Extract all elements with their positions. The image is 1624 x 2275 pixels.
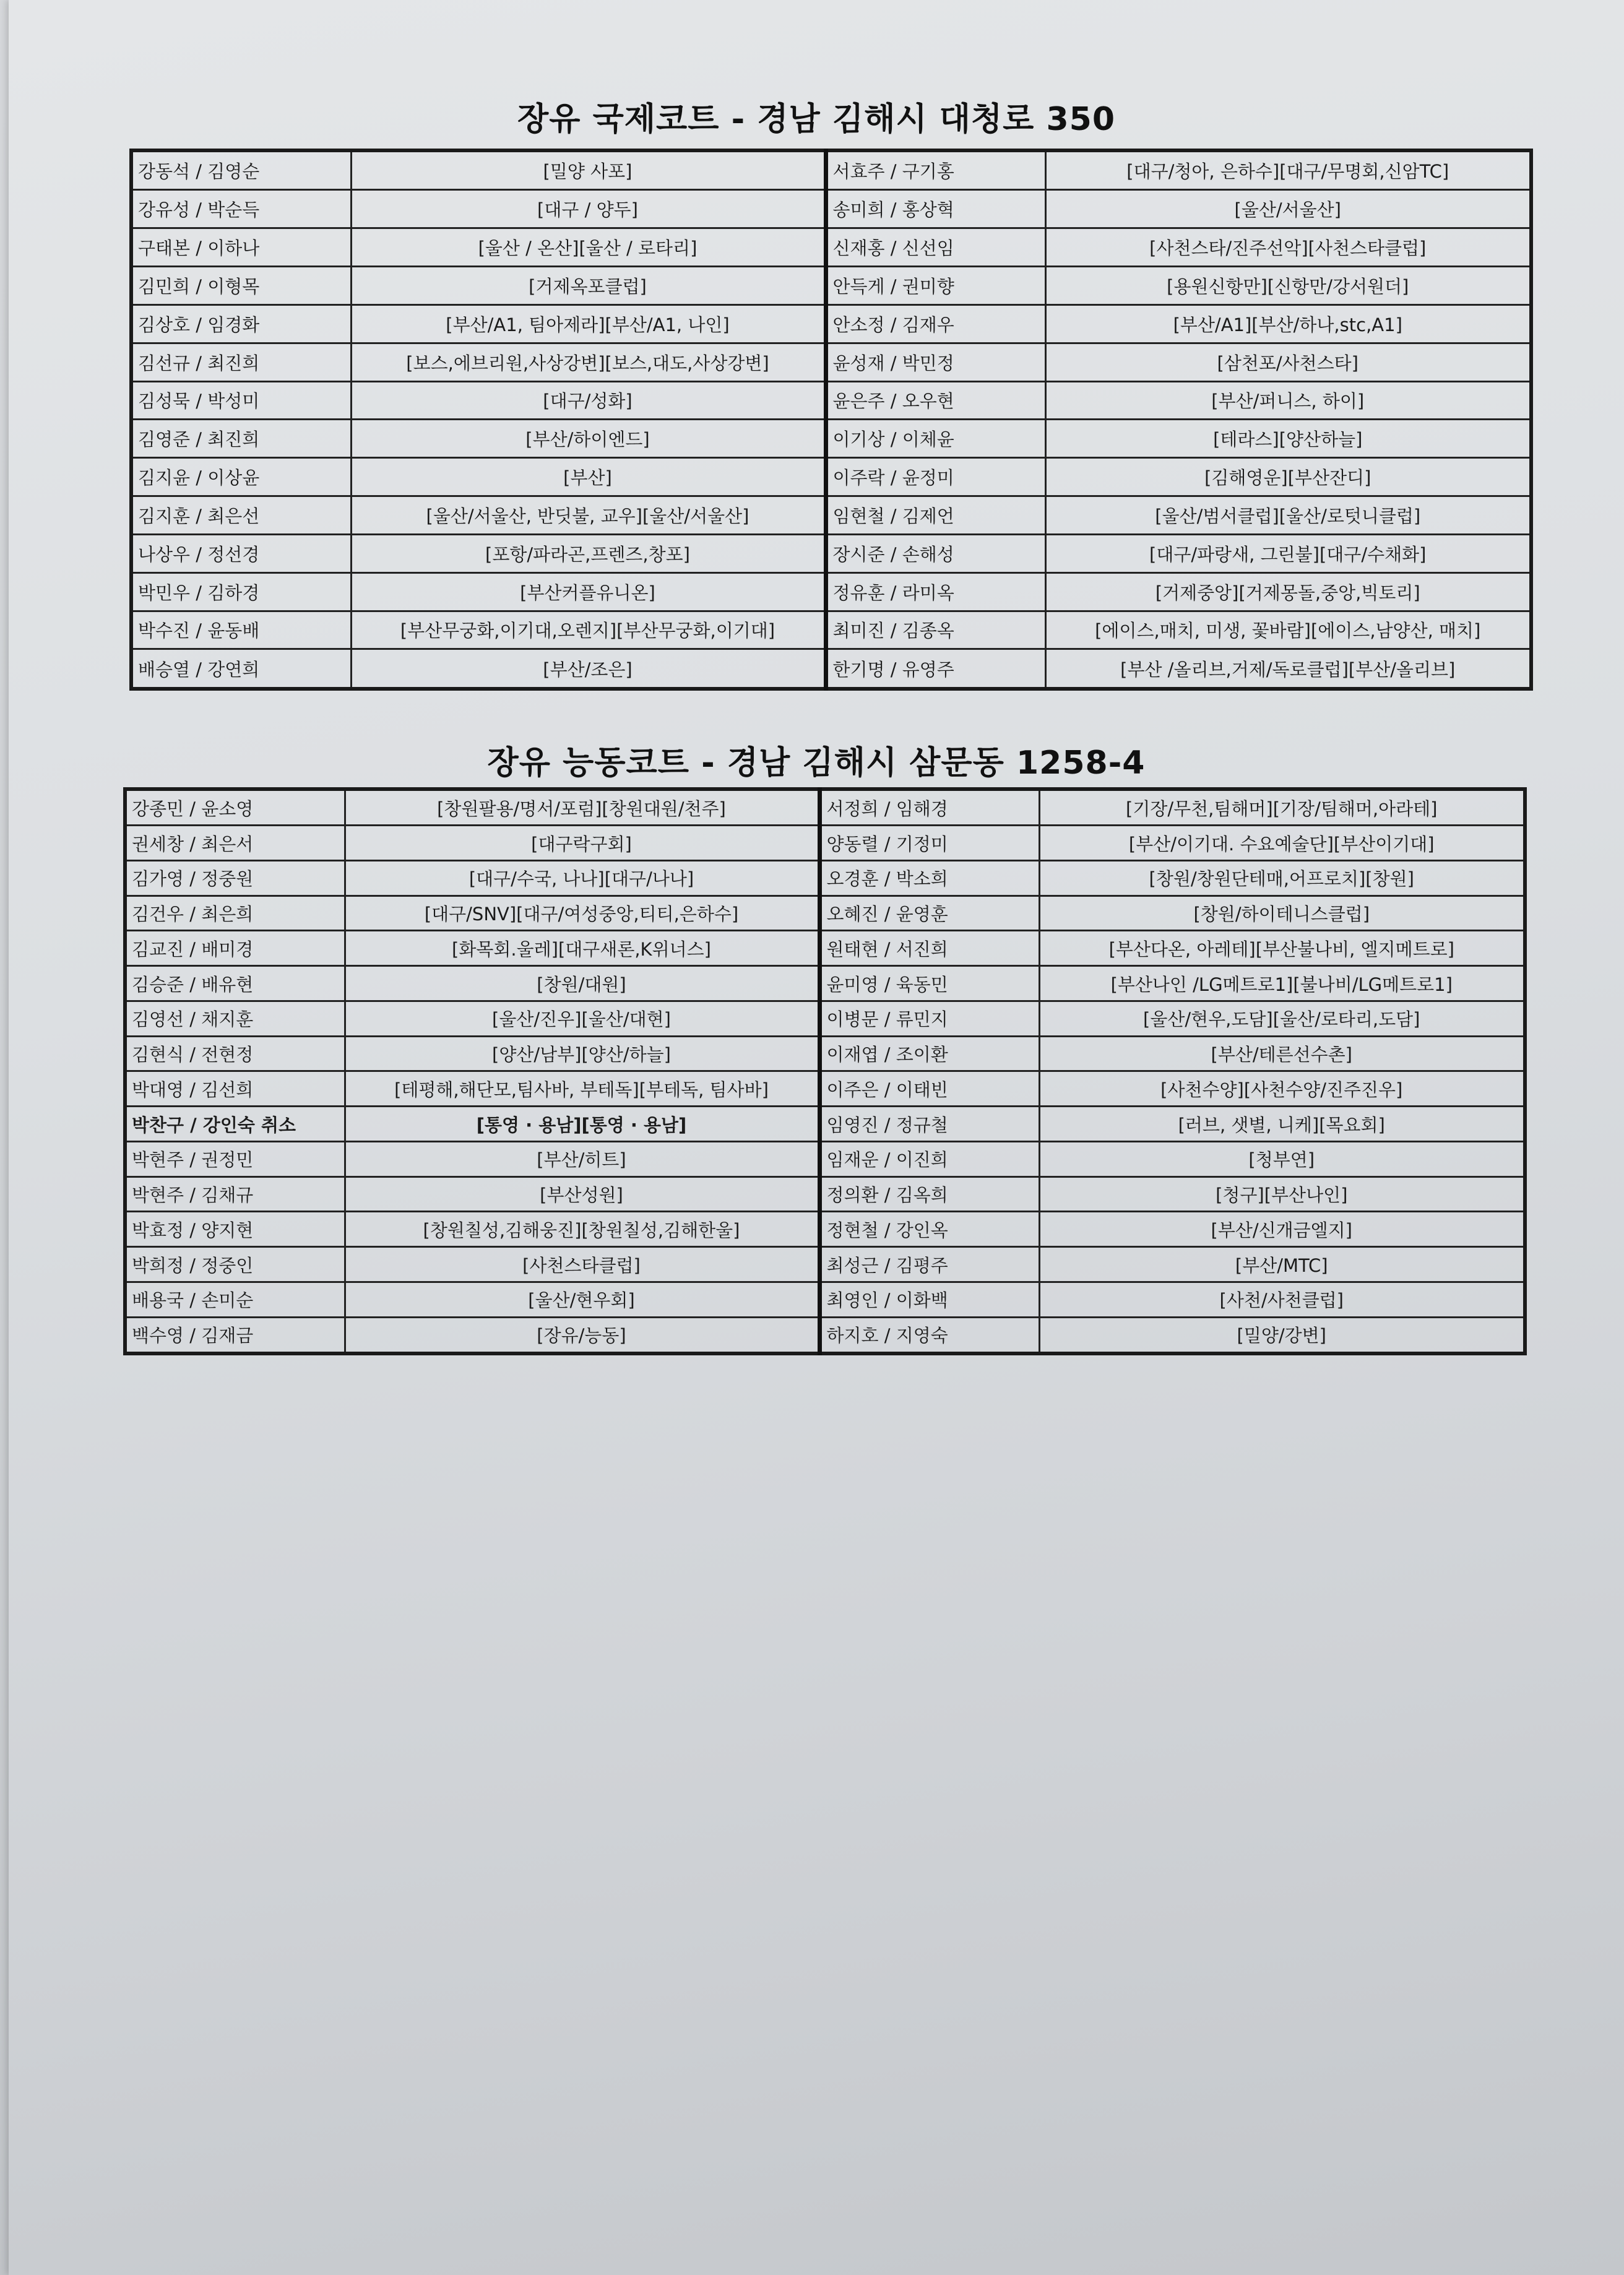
right-player-names: 이주은 / 이태빈 (819, 1071, 1039, 1107)
paper-sheet (9, 0, 1624, 2275)
left-player-names: 박효정 / 양지현 (125, 1212, 345, 1247)
right-club-names: [부산 /올리브,거제/독로클럽][부산/올리브] (1045, 649, 1531, 689)
right-player-names: 윤성재 / 박민정 (826, 343, 1045, 381)
right-club-names: [에이스,매치, 미생, 꽃바람][에이스,남양산, 매치] (1045, 611, 1531, 649)
left-player-names: 김민희 / 이형목 (131, 267, 351, 305)
right-player-names: 안득게 / 권미향 (826, 267, 1045, 305)
right-club-names: [대구/파랑새, 그린불][대구/수채화] (1045, 534, 1531, 572)
right-club-names: [기장/무천,팀해머][기장/팀해머,아라테] (1039, 789, 1525, 826)
right-player-names: 신재홍 / 신선임 (826, 228, 1045, 267)
left-player-names: 배용국 / 손미순 (125, 1282, 345, 1317)
left-club-names: [대구/SNV][대구/여성중앙,티티,은하수] (345, 896, 819, 931)
right-club-names: [울산/범서클럽][울산/로텃니클럽] (1045, 496, 1531, 535)
left-club-names: [양산/남부][양산/하늘] (345, 1036, 819, 1071)
left-player-names: 김가영 / 정중원 (125, 860, 345, 896)
left-club-names: [대구/수국, 나나][대구/나나] (345, 860, 819, 896)
right-player-names: 서효주 / 구기홍 (826, 150, 1045, 190)
section-2-table (123, 787, 1527, 1355)
right-player-names: 임재운 / 이진희 (819, 1141, 1039, 1176)
right-club-names: [러브, 샛별, 니케][목요회] (1039, 1107, 1525, 1142)
left-club-names: [창원칠성,김해웅진][창원칠성,김해한울] (345, 1212, 819, 1247)
table-row (125, 1141, 1525, 1176)
right-player-names: 송미희 / 홍상혁 (826, 190, 1045, 228)
right-club-names: [창원/하이테니스클럽] (1039, 896, 1525, 931)
left-player-names: 김지윤 / 이상윤 (131, 458, 351, 496)
left-player-names: 박현주 / 권정민 (125, 1141, 345, 1176)
left-club-names: [부산/A1, 팀아제라][부산/A1, 나인] (351, 304, 826, 343)
left-player-names: 박대영 / 김선희 (125, 1071, 345, 1107)
left-club-names: [보스,에브리원,사상강변][보스,대도,사상강변] (351, 343, 826, 381)
left-player-names: 김선규 / 최진희 (131, 343, 351, 381)
right-player-names: 오경훈 / 박소희 (819, 860, 1039, 896)
table-row (125, 1036, 1525, 1071)
table-row (125, 1176, 1525, 1212)
left-player-names: 박수진 / 윤동배 (131, 611, 351, 649)
table-row (125, 860, 1525, 896)
section-1-table (129, 149, 1533, 691)
left-player-names: 김승준 / 배유현 (125, 966, 345, 1001)
left-club-names: [테평해,해단모,팀사바, 부테독][부테독, 팀사바] (345, 1071, 819, 1107)
table-row (131, 496, 1531, 535)
right-player-names: 이기상 / 이체윤 (826, 420, 1045, 458)
left-player-names: 김지훈 / 최은선 (131, 496, 351, 535)
right-player-names: 원태현 / 서진희 (819, 931, 1039, 966)
right-club-names: [사천스타/진주선악][사천스타클럽] (1045, 228, 1531, 267)
table-row (125, 1071, 1525, 1107)
table-row (125, 789, 1525, 826)
table-row (125, 966, 1525, 1001)
right-club-names: [부산/퍼니스, 하이] (1045, 381, 1531, 420)
table-row (125, 1247, 1525, 1282)
section-1-title: 장유 국제코트 - 경남 김해시 대청로 350 (517, 101, 1115, 138)
table-row (131, 420, 1531, 458)
right-club-names: [사천/사천클럽] (1039, 1282, 1525, 1317)
table-row (125, 826, 1525, 861)
table-row (131, 343, 1531, 381)
right-player-names: 하지호 / 지영숙 (819, 1317, 1039, 1353)
table-row (125, 1107, 1525, 1142)
table-row (131, 611, 1531, 649)
table-row (131, 534, 1531, 572)
right-club-names: [대구/청아, 은하수][대구/무명회,신암TC] (1045, 150, 1531, 190)
table-row (125, 931, 1525, 966)
left-player-names: 김영선 / 채지훈 (125, 1001, 345, 1036)
left-club-names: [부산성원] (345, 1176, 819, 1212)
left-club-names: [장유/능동] (345, 1317, 819, 1353)
left-player-names: 박희정 / 정중인 (125, 1247, 345, 1282)
right-player-names: 서정희 / 임해경 (819, 789, 1039, 826)
left-club-names: [부산/하이엔드] (351, 420, 826, 458)
right-player-names: 윤은주 / 오우현 (826, 381, 1045, 420)
right-club-names: [부산/테른선수촌] (1039, 1036, 1525, 1071)
left-club-names: [울산/현우회] (345, 1282, 819, 1317)
table-row (131, 458, 1531, 496)
left-club-names: [울산 / 온산][울산 / 로타리] (351, 228, 826, 267)
right-player-names: 오혜진 / 윤영훈 (819, 896, 1039, 931)
left-player-names: 나상우 / 정선경 (131, 534, 351, 572)
right-club-names: [거제중앙][거제몽돌,중앙,빅토리] (1045, 572, 1531, 611)
right-player-names: 이재엽 / 조이환 (819, 1036, 1039, 1071)
right-club-names: [청구][부산나인] (1039, 1176, 1525, 1212)
table-row (125, 896, 1525, 931)
left-player-names: 김현식 / 전현정 (125, 1036, 345, 1071)
right-club-names: [테라스][양산하늘] (1045, 420, 1531, 458)
right-player-names: 정유훈 / 라미옥 (826, 572, 1045, 611)
left-player-names: 김영준 / 최진희 (131, 420, 351, 458)
left-player-names: 김교진 / 배미경 (125, 931, 345, 966)
left-club-names: [부산] (351, 458, 826, 496)
left-player-names: 박현주 / 김채규 (125, 1176, 345, 1212)
left-club-names: [창원팔용/명서/포럼][창원대원/천주] (345, 789, 819, 826)
table-row (125, 1282, 1525, 1317)
left-club-names: [대구/성화] (351, 381, 826, 420)
left-club-names: [대구락구회] (345, 826, 819, 861)
right-club-names: [부산다온, 아레테][부산불나비, 엘지메트로] (1039, 931, 1525, 966)
table-row (125, 1317, 1525, 1353)
right-player-names: 최성근 / 김평주 (819, 1247, 1039, 1282)
left-club-names: [밀양 사포] (351, 150, 826, 190)
left-club-names: [부산/조은] (351, 649, 826, 689)
left-player-names: 박민우 / 김하경 (131, 572, 351, 611)
table-row (131, 304, 1531, 343)
right-player-names: 장시준 / 손해성 (826, 534, 1045, 572)
right-player-names: 안소정 / 김재우 (826, 304, 1045, 343)
table-row (131, 572, 1531, 611)
left-club-names: [거제옥포클럽] (351, 267, 826, 305)
right-club-names: [김해영운][부산잔디] (1045, 458, 1531, 496)
right-club-names: [사천수양][사천수양/진주진우] (1039, 1071, 1525, 1107)
table-row (125, 1212, 1525, 1247)
left-player-names: 박찬구 / 강인숙 취소 (125, 1107, 345, 1142)
right-club-names: [울산/서울산] (1045, 190, 1531, 228)
right-club-names: [부산/신개금엘지] (1039, 1212, 1525, 1247)
table-row (131, 381, 1531, 420)
section-2-title: 장유 능동코트 - 경남 김해시 삼문동 1258-4 (487, 745, 1146, 782)
right-player-names: 최미진 / 김종옥 (826, 611, 1045, 649)
left-player-names: 구태본 / 이하나 (131, 228, 351, 267)
right-club-names: [부산나인 /LG메트로1][불나비/LG메트로1] (1039, 966, 1525, 1001)
right-club-names: [창원/창원단테매,어프로치][창원] (1039, 860, 1525, 896)
left-player-names: 강종민 / 윤소영 (125, 789, 345, 826)
table-row (131, 190, 1531, 228)
right-player-names: 정현철 / 강인옥 (819, 1212, 1039, 1247)
left-club-names: [부산무궁화,이기대,오렌지][부산무궁화,이기대] (351, 611, 826, 649)
right-player-names: 최영인 / 이화백 (819, 1282, 1039, 1317)
right-player-names: 정의환 / 김옥희 (819, 1176, 1039, 1212)
right-player-names: 이주락 / 윤정미 (826, 458, 1045, 496)
left-player-names: 백수영 / 김재금 (125, 1317, 345, 1353)
right-club-names: [밀양/강변] (1039, 1317, 1525, 1353)
left-club-names: [사천스타클럽] (345, 1247, 819, 1282)
left-club-names: [부산/히트] (345, 1141, 819, 1176)
right-club-names: [부산/이기대. 수요예술단][부산이기대] (1039, 826, 1525, 861)
right-player-names: 윤미영 / 육동민 (819, 966, 1039, 1001)
right-club-names: [부산/MTC] (1039, 1247, 1525, 1282)
left-player-names: 권세창 / 최은서 (125, 826, 345, 861)
left-player-names: 배승열 / 강연희 (131, 649, 351, 689)
left-player-names: 김성묵 / 박성미 (131, 381, 351, 420)
right-club-names: [삼천포/사천스타] (1045, 343, 1531, 381)
left-player-names: 김상호 / 임경화 (131, 304, 351, 343)
right-club-names: [울산/현우,도담][울산/로타리,도담] (1039, 1001, 1525, 1036)
left-club-names: [창원/대원] (345, 966, 819, 1001)
left-player-names: 강유성 / 박순득 (131, 190, 351, 228)
table-row (131, 150, 1531, 190)
table-row (125, 1001, 1525, 1036)
table-row (131, 267, 1531, 305)
left-club-names: [부산커플유니온] (351, 572, 826, 611)
right-player-names: 이병문 / 류민지 (819, 1001, 1039, 1036)
right-club-names: [청부연] (1039, 1141, 1525, 1176)
left-club-names: [울산/서울산, 반딧불, 교우][울산/서울산] (351, 496, 826, 535)
left-player-names: 강동석 / 김영순 (131, 150, 351, 190)
left-club-names: [울산/진우][울산/대현] (345, 1001, 819, 1036)
right-player-names: 양동렬 / 기정미 (819, 826, 1039, 861)
left-club-names: [대구 / 양두] (351, 190, 826, 228)
right-club-names: [용원신항만][신항만/강서원더] (1045, 267, 1531, 305)
left-club-names: [통영 · 용남][통영 · 용남] (345, 1107, 819, 1142)
table-row (131, 649, 1531, 689)
right-player-names: 임현철 / 김제언 (826, 496, 1045, 535)
table-row (131, 228, 1531, 267)
left-club-names: [화목회.울레][대구새론,K위너스] (345, 931, 819, 966)
right-club-names: [부산/A1][부산/하나,stc,A1] (1045, 304, 1531, 343)
left-player-names: 김건우 / 최은희 (125, 896, 345, 931)
left-club-names: [포항/파라곤,프렌즈,창포] (351, 534, 826, 572)
right-player-names: 임영진 / 정규철 (819, 1107, 1039, 1142)
right-player-names: 한기명 / 유영주 (826, 649, 1045, 689)
